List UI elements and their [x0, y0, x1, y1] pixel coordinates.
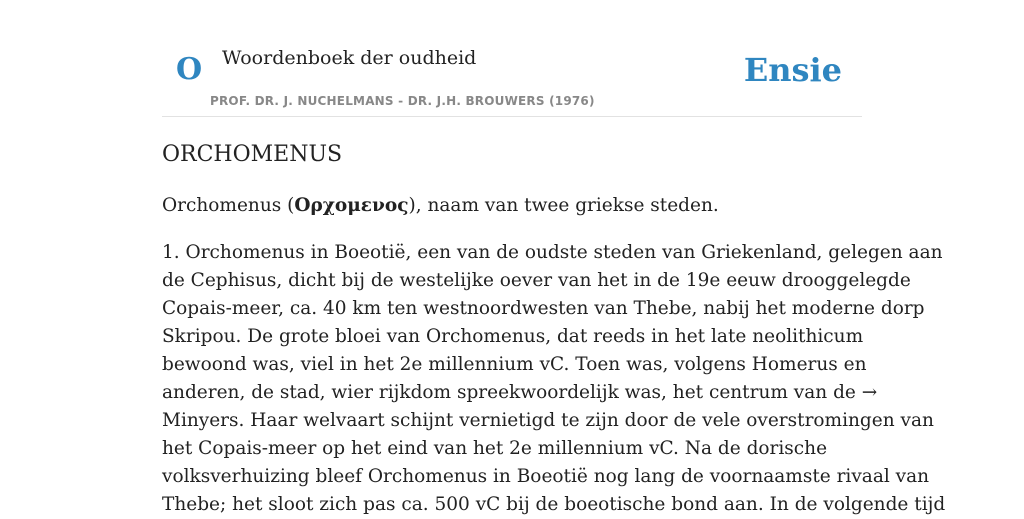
page [162, 0, 946, 515]
index-letter[interactable]: O [176, 52, 203, 87]
body-line: bewoond was, viel in het 2e millennium vC. Toen was, volgens Homerus en [162, 354, 867, 375]
intro-before: Orchomenus ( [162, 195, 295, 216]
body-line: de Cephisus, dicht bij de westelijke oever van het in de 19e eeuw drooggelegde [162, 270, 911, 291]
body-line: 1. Orchomenus in Boeotië, een van de oudste steden van Griekenland, gelegen aan [162, 242, 943, 263]
header [162, 0, 862, 117]
intro-paragraph [162, 192, 719, 220]
lemma-title: ORCHOMENUS [162, 142, 343, 167]
brand-logo[interactable]: Ensie [743, 51, 842, 89]
body-line: volksverhuizing bleef Orchomenus in Boeotië nog lang de voornaamste rivaal van [162, 466, 930, 487]
greek-name: Ορχομενος [294, 195, 409, 216]
body-line: Minyers. Haar welvaart schijnt vernietigd te zijn door de vele overstromingen van [162, 410, 934, 431]
intro-after: ), naam van twee griekse steden. [408, 195, 719, 216]
body-line: Thebe; het sloot zich pas ca. 500 vC bij de boeotische bond aan. In de volgende tijd [162, 494, 946, 515]
body-line: Skripou. De grote bloei van Orchomenus, dat reeds in het late neolithicum [162, 326, 864, 347]
body-line: Copais-meer, ca. 40 km ten westnoordwesten van Thebe, nabij het moderne dorp [162, 298, 925, 319]
body-line: het Copais-meer op het eind van het 2e millennium vC. Na de dorische [162, 438, 828, 459]
body-line: anderen, de stad, wier rijkdom spreekwoordelijk was, het centrum van de → [162, 382, 878, 403]
article-body [162, 239, 946, 519]
book-title[interactable]: Woordenboek der oudheid [222, 47, 477, 69]
authors-line: PROF. DR. J. NUCHELMANS - DR. J.H. BROUWERS (1976) [210, 94, 595, 108]
